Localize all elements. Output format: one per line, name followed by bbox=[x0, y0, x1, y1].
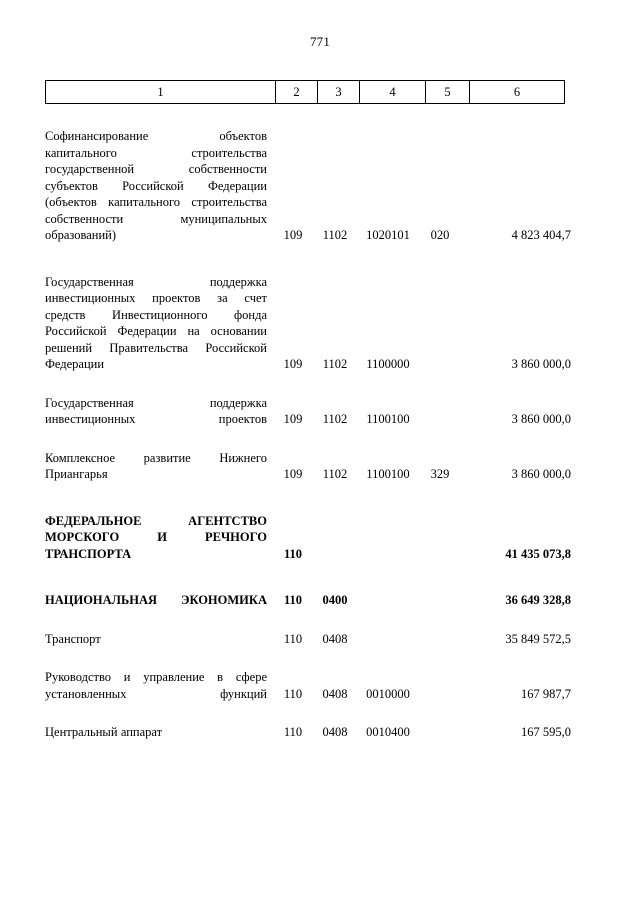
spacer-cell bbox=[461, 244, 575, 274]
spacer-cell bbox=[461, 483, 575, 513]
table-column-header bbox=[45, 80, 565, 104]
spacer-cell bbox=[273, 244, 313, 274]
column-header-4: 4 bbox=[360, 81, 426, 103]
spacer-cell bbox=[419, 741, 461, 755]
row-col4: 1100100 bbox=[366, 467, 410, 481]
row-col5 bbox=[419, 513, 461, 563]
spacer-cell bbox=[419, 373, 461, 395]
spacer-cell bbox=[45, 647, 273, 669]
spacer-cell bbox=[313, 428, 357, 450]
row-spacer bbox=[45, 562, 575, 592]
row-col3 bbox=[313, 513, 357, 563]
row-name: Софинансирование объектов капитального строительства государственной собственности субъектов Российской Федерации (объектов капитального строительства собственности муниципальных образований) bbox=[45, 129, 267, 242]
row-col3: 1102 bbox=[322, 228, 348, 242]
row-spacer bbox=[45, 483, 575, 513]
table-row bbox=[45, 631, 575, 648]
row-col2: 110 bbox=[283, 593, 303, 607]
spacer-cell bbox=[273, 647, 313, 669]
spacer-cell bbox=[419, 483, 461, 513]
row-name: НАЦИОНАЛЬНАЯ ЭКОНОМИКА bbox=[45, 593, 267, 607]
row-col2: 110 bbox=[283, 546, 303, 561]
spacer-cell bbox=[419, 702, 461, 724]
row-col4: 0010000 bbox=[366, 686, 410, 701]
spacer-cell bbox=[313, 741, 357, 755]
spacer-cell bbox=[273, 702, 313, 724]
table-row bbox=[45, 450, 575, 483]
table-row bbox=[45, 724, 575, 741]
row-spacer bbox=[45, 702, 575, 724]
row-col3: 0408 bbox=[322, 686, 348, 701]
row-col2: 110 bbox=[283, 686, 303, 701]
spacer-cell bbox=[313, 244, 357, 274]
spacer-cell bbox=[461, 741, 575, 755]
row-col6: 3 860 000,0 bbox=[511, 412, 571, 426]
row-name: Государственная поддержка инвестиционных проектов за счет средств Инвестиционного фонда Российской Федерации на основании решений Правительства Российской Федерации bbox=[45, 274, 267, 371]
table-row bbox=[45, 669, 575, 702]
spacer-cell bbox=[273, 373, 313, 395]
row-name: Руководство и управление в сфере установленных функций bbox=[45, 670, 267, 701]
row-col6: 35 849 572,5 bbox=[505, 631, 571, 646]
table-row bbox=[45, 395, 575, 428]
spacer-cell bbox=[45, 609, 273, 631]
row-name: ФЕДЕРАЛЬНОЕ АГЕНТСТВО МОРСКОГО И РЕЧНОГО ТРАНСПОРТА bbox=[45, 513, 267, 561]
row-name: Центральный аппарат bbox=[45, 725, 163, 739]
spacer-cell bbox=[357, 428, 419, 450]
row-col6: 3 860 000,0 bbox=[511, 357, 571, 371]
spacer-cell bbox=[273, 428, 313, 450]
spacer-cell bbox=[313, 702, 357, 724]
spacer-cell bbox=[461, 609, 575, 631]
spacer-cell bbox=[419, 428, 461, 450]
table-row bbox=[45, 592, 575, 609]
spacer-cell bbox=[461, 373, 575, 395]
spacer-cell bbox=[45, 562, 273, 592]
spacer-cell bbox=[357, 609, 419, 631]
spacer-cell bbox=[313, 373, 357, 395]
row-name: Комплексное развитие Нижнего Приангарья bbox=[45, 450, 267, 481]
spacer-cell bbox=[313, 483, 357, 513]
spacer-cell bbox=[273, 741, 313, 755]
row-col4 bbox=[357, 592, 419, 609]
column-header-3: 3 bbox=[318, 81, 360, 103]
row-col6: 3 860 000,0 bbox=[511, 467, 571, 481]
row-col3: 0408 bbox=[322, 725, 348, 739]
row-col2: 109 bbox=[283, 467, 303, 481]
column-header-1: 1 bbox=[46, 81, 276, 103]
row-spacer bbox=[45, 373, 575, 395]
spacer-cell bbox=[45, 244, 273, 274]
spacer-cell bbox=[45, 702, 273, 724]
spacer-cell bbox=[357, 244, 419, 274]
spacer-cell bbox=[273, 609, 313, 631]
row-col4 bbox=[357, 513, 419, 563]
row-col5 bbox=[419, 724, 461, 741]
row-name: Государственная поддержка инвестиционных проектов bbox=[45, 395, 267, 426]
column-header-2: 2 bbox=[276, 81, 318, 103]
column-header-6: 6 bbox=[513, 84, 521, 99]
spacer-cell bbox=[357, 373, 419, 395]
row-spacer bbox=[45, 428, 575, 450]
row-col5: 020 bbox=[430, 228, 450, 242]
spacer-cell bbox=[313, 609, 357, 631]
spacer-cell bbox=[45, 741, 273, 755]
row-spacer bbox=[45, 609, 575, 631]
spacer-cell bbox=[357, 647, 419, 669]
row-col5 bbox=[419, 395, 461, 428]
row-col2: 109 bbox=[283, 357, 303, 371]
row-spacer bbox=[45, 244, 575, 274]
spacer-cell bbox=[273, 483, 313, 513]
spacer-cell bbox=[461, 702, 575, 724]
row-col3: 1102 bbox=[322, 412, 348, 426]
budget-table bbox=[45, 128, 575, 755]
spacer-cell bbox=[45, 428, 273, 450]
spacer-cell bbox=[357, 741, 419, 755]
spacer-cell bbox=[461, 647, 575, 669]
row-col4: 1100000 bbox=[366, 357, 410, 371]
spacer-cell bbox=[273, 562, 313, 592]
row-col5 bbox=[419, 631, 461, 648]
row-col6: 167 595,0 bbox=[521, 725, 571, 739]
row-spacer bbox=[45, 647, 575, 669]
table-row bbox=[45, 513, 575, 563]
budget-table-body bbox=[45, 128, 575, 755]
spacer-cell bbox=[45, 373, 273, 395]
spacer-cell bbox=[461, 428, 575, 450]
row-name: Транспорт bbox=[45, 631, 101, 646]
row-col5 bbox=[419, 274, 461, 373]
row-col2: 109 bbox=[283, 228, 303, 242]
row-col3: 1102 bbox=[322, 357, 348, 371]
spacer-cell bbox=[313, 562, 357, 592]
table-row bbox=[45, 128, 575, 244]
page-number: 771 bbox=[309, 34, 331, 49]
spacer-cell bbox=[419, 609, 461, 631]
row-col4: 0010400 bbox=[366, 725, 410, 739]
row-col3: 0408 bbox=[322, 631, 348, 646]
row-col4 bbox=[357, 631, 419, 648]
spacer-cell bbox=[461, 562, 575, 592]
row-col4: 1100100 bbox=[366, 412, 410, 426]
row-col5: 329 bbox=[430, 467, 450, 481]
spacer-cell bbox=[357, 702, 419, 724]
row-col3: 1102 bbox=[322, 467, 348, 481]
spacer-cell bbox=[45, 483, 273, 513]
row-col4: 1020101 bbox=[366, 228, 410, 242]
row-col6: 4 823 404,7 bbox=[511, 228, 571, 242]
row-col3: 0400 bbox=[322, 593, 348, 607]
row-col2: 109 bbox=[283, 412, 303, 426]
row-spacer bbox=[45, 741, 575, 755]
spacer-cell bbox=[357, 562, 419, 592]
spacer-cell bbox=[419, 562, 461, 592]
row-col5 bbox=[419, 592, 461, 609]
column-header-5: 5 bbox=[426, 81, 470, 103]
row-col6: 167 987,7 bbox=[521, 686, 571, 701]
row-col6: 41 435 073,8 bbox=[505, 546, 571, 561]
spacer-cell bbox=[313, 647, 357, 669]
row-col6: 36 649 328,8 bbox=[505, 593, 571, 607]
spacer-cell bbox=[419, 647, 461, 669]
spacer-cell bbox=[357, 483, 419, 513]
row-col2: 110 bbox=[283, 725, 303, 739]
spacer-cell bbox=[419, 244, 461, 274]
table-row bbox=[45, 274, 575, 373]
row-col5 bbox=[419, 669, 461, 702]
row-col2: 110 bbox=[283, 631, 303, 646]
